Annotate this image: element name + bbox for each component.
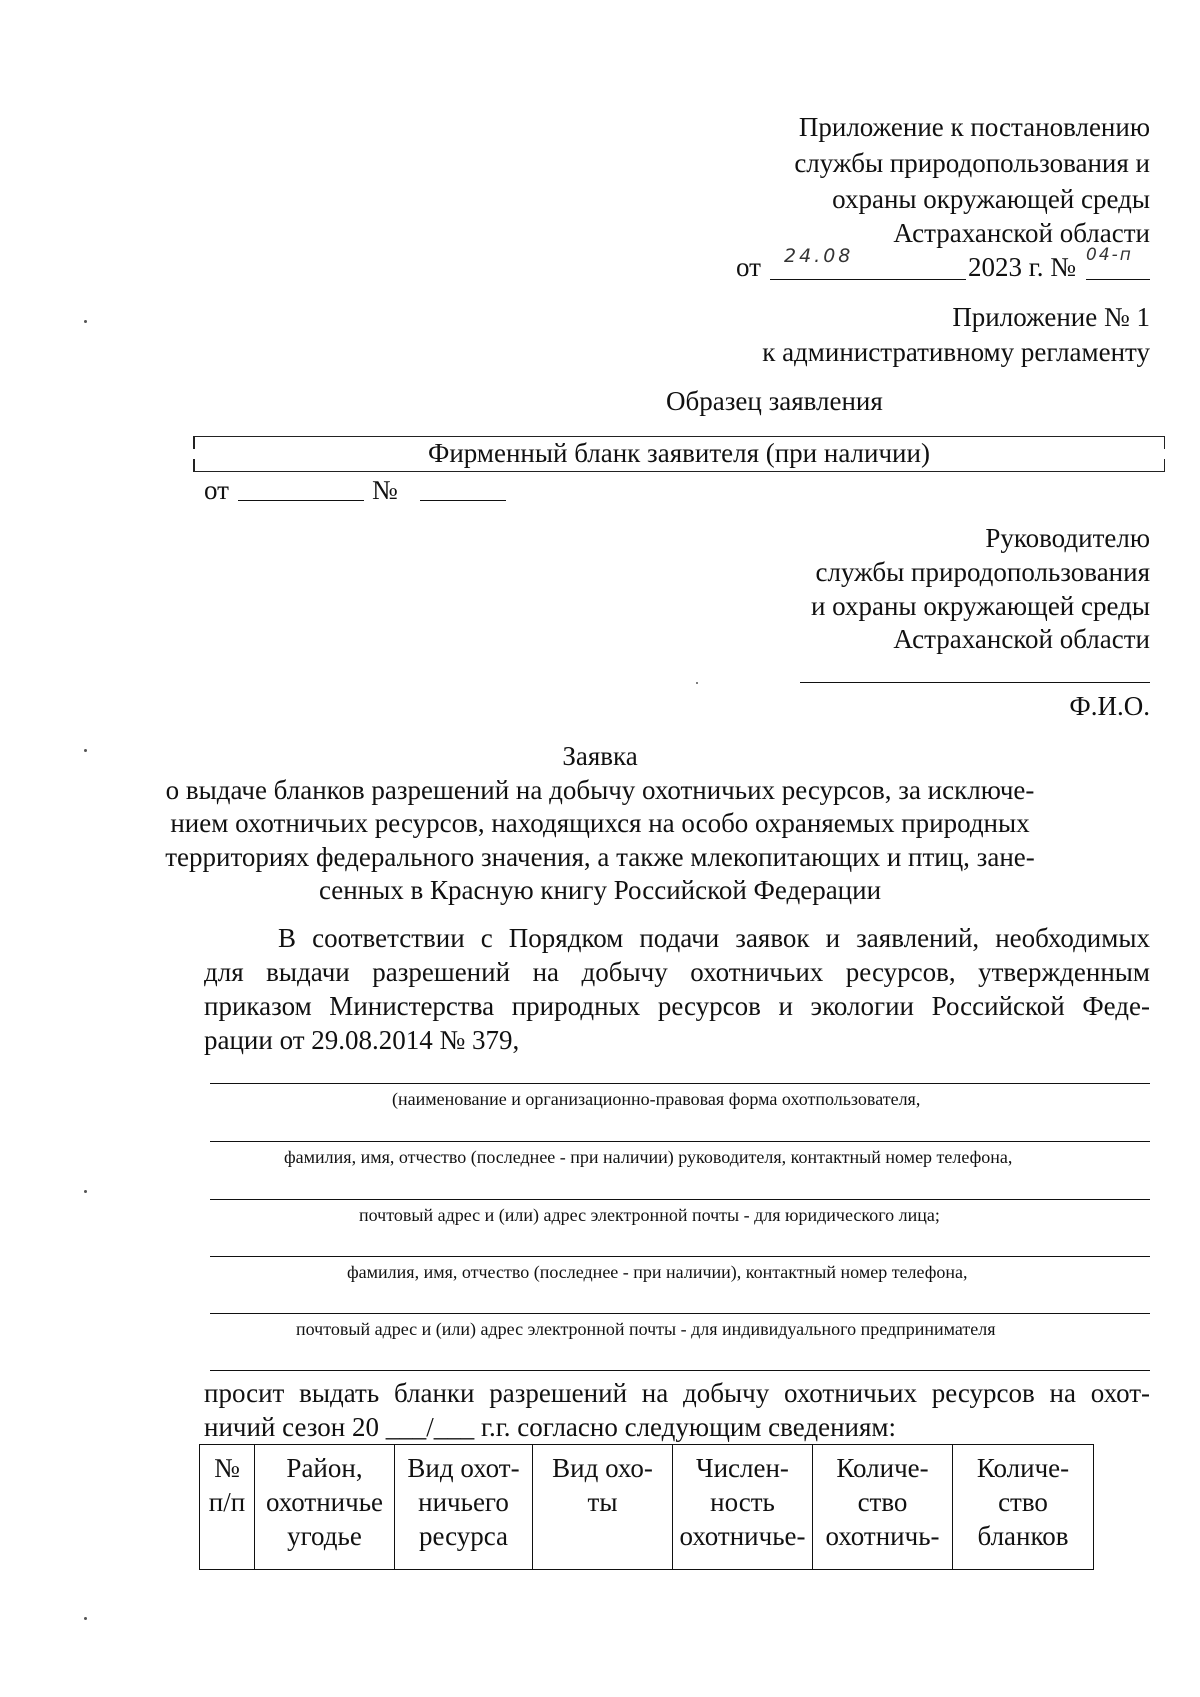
table-header-cell xyxy=(533,1445,673,1570)
additional-info-field xyxy=(210,1370,1150,1371)
application-subtitle-line: нием охотничьих ресурсов, находящихся на особо охраняемых природных xyxy=(170,808,1030,838)
table-header-cell xyxy=(255,1445,395,1570)
application-subtitle-line: о выдаче бланков разрешений на добычу охотничьих ресурсов, за исключе- xyxy=(165,775,1035,805)
addressee-line-2: службы природопользования xyxy=(815,557,1150,587)
outgoing-number-label: № xyxy=(372,475,398,505)
header-text: № xyxy=(214,1453,240,1483)
body-line: рации от 29.08.2014 № 379, xyxy=(204,1025,520,1055)
header-line-4: Астраханской области xyxy=(893,218,1150,248)
header-text: ничьего xyxy=(418,1487,509,1517)
header-text: ты xyxy=(587,1487,618,1517)
annex-line-1: Приложение № 1 xyxy=(952,302,1150,332)
applicant-address-field xyxy=(210,1199,1150,1200)
table-header-cell xyxy=(200,1445,255,1570)
field-caption: фамилия, имя, отчество (последнее - при наличии), контактный номер телефона, xyxy=(347,1262,968,1282)
header-text: ресурса xyxy=(418,1521,509,1551)
header-text: Количе- xyxy=(836,1453,929,1483)
header-text: бланков xyxy=(977,1521,1069,1551)
table-header-cell xyxy=(813,1445,953,1570)
scan-speck xyxy=(84,320,87,323)
body-line: В соответствии с Порядком подачи заявок и заявлений, необходимых xyxy=(278,923,1150,953)
header-text: угодье xyxy=(287,1521,362,1551)
table-header-cell xyxy=(395,1445,533,1570)
request-line-1: просит выдать бланки разрешений на добычу охотничьих ресурсов на охот- xyxy=(204,1378,1150,1408)
addressee-fio-field xyxy=(800,682,1150,683)
permits-table xyxy=(199,1444,1094,1570)
outgoing-date-field xyxy=(238,500,364,501)
header-text: охотничье xyxy=(265,1487,384,1517)
header-text: ство xyxy=(857,1487,908,1517)
application-subtitle-line: сенных в Красную книгу Российской Федерации xyxy=(318,875,882,905)
header-text: ство xyxy=(998,1487,1048,1517)
header-text: охотничь- xyxy=(825,1521,940,1551)
applicant-head-field xyxy=(210,1141,1150,1142)
field-caption: почтовый адрес и (или) адрес электронной почты - для юридического лица; xyxy=(359,1205,940,1225)
table-header-cell xyxy=(673,1445,813,1570)
letterhead-label: Фирменный бланк заявителя (при наличии) xyxy=(428,438,930,468)
table-header-row xyxy=(200,1445,1094,1570)
header-line-3: охраны окружающей среды xyxy=(832,184,1150,214)
date-underline xyxy=(770,279,966,280)
application-subtitle-line: территориях федерального значения, а также млекопитающих и птиц, зане- xyxy=(165,842,1035,872)
date-prefix: от xyxy=(736,252,761,282)
table-header-cell xyxy=(953,1445,1094,1570)
body-line: для выдачи разрешений на добычу охотничьих ресурсов, утвержденным xyxy=(204,957,1150,987)
entrepreneur-name-field xyxy=(210,1256,1150,1257)
request-line-2: ничий сезон 20 ___/___ г.г. согласно следующим сведениям: xyxy=(204,1412,896,1442)
year-and-number-label: 2023 г. № xyxy=(968,252,1077,282)
header-text: Район, xyxy=(286,1453,363,1483)
scan-speck xyxy=(696,682,698,684)
application-title: Заявка xyxy=(562,741,638,771)
addressee-fio: Ф.И.О. xyxy=(1069,691,1150,721)
scan-speck xyxy=(84,1617,87,1620)
field-caption: (наименование и организационно-правовая форма охотпользователя, xyxy=(392,1089,921,1109)
field-caption: фамилия, имя, отчество (последнее - при наличии) руководителя, контактный номер телефона, xyxy=(284,1147,1013,1167)
header-text: охотничье- xyxy=(679,1521,806,1551)
applicant-name-field xyxy=(210,1083,1150,1084)
outgoing-from-label: от xyxy=(204,475,229,505)
header-line-1: Приложение к постановлению xyxy=(798,112,1150,142)
date-handwritten: 24.08 xyxy=(784,245,854,267)
header-line-2: службы природопользования и xyxy=(794,148,1150,178)
addressee-line-4: Астраханской области xyxy=(893,624,1150,654)
body-line: приказом Министерства природных ресурсов и экологии Российской Феде- xyxy=(204,991,1150,1021)
annex-line-2: к административному регламенту xyxy=(762,337,1150,367)
sample-title: Образец заявления xyxy=(666,386,883,416)
outgoing-number-field xyxy=(420,500,506,501)
header-text: Вид охо- xyxy=(552,1453,653,1483)
number-underline xyxy=(1086,279,1150,280)
addressee-line-1: Руководителю xyxy=(985,523,1150,553)
entrepreneur-address-field xyxy=(210,1313,1150,1314)
field-caption: почтовый адрес и (или) адрес электронной почты - для индивидуального предпринимателя xyxy=(296,1319,996,1339)
header-text: Вид охот- xyxy=(407,1453,520,1483)
header-text: Количе- xyxy=(976,1453,1070,1483)
addressee-line-3: и охраны окружающей среды xyxy=(810,591,1150,621)
number-handwritten: 04-п xyxy=(1086,245,1133,265)
header-text: п/п xyxy=(208,1487,246,1517)
header-text: ность xyxy=(710,1487,775,1517)
header-text: Числен- xyxy=(696,1453,789,1483)
scan-speck xyxy=(84,1190,87,1193)
